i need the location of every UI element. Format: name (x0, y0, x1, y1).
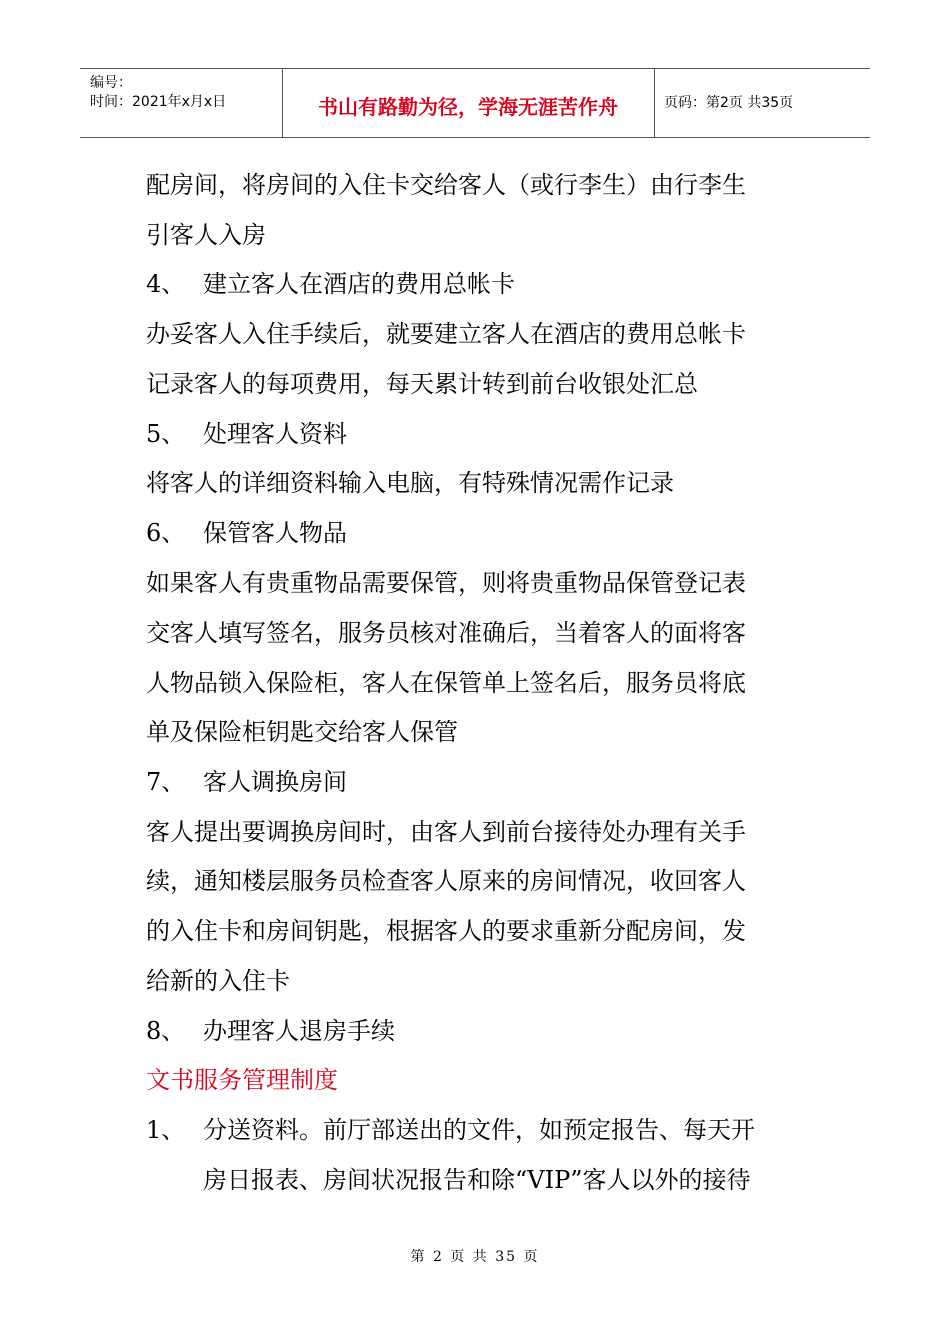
item-title: 保管客人物品 (203, 519, 347, 547)
paragraph-line: 如果客人有贵重物品需要保管，则将贵重物品保管登记表 (146, 569, 746, 597)
item-number: 6、 (146, 519, 186, 547)
item-number: 5、 (146, 420, 186, 448)
document-header (80, 68, 870, 138)
code-label: 编号： (90, 75, 132, 91)
item-number: 7、 (146, 768, 186, 796)
time-label: 时间：2021年x月x日 (90, 94, 227, 110)
paragraph-line: 配房间，将房间的入住卡交给客人（或行李生）由行李生 (146, 171, 746, 199)
item-title: 办理客人退房手续 (203, 1017, 395, 1045)
header-right-cell (654, 69, 870, 137)
paragraph-line: 记录客人的每项费用，每天累计转到前台收银处汇总 (146, 370, 698, 398)
paragraph-line: 的入住卡和房间钥匙，根据客人的要求重新分配房间，发 (146, 917, 746, 945)
paragraph-line: 引客人入房 (146, 221, 266, 249)
header-left-cell (80, 69, 283, 137)
section-item-8 (146, 1016, 395, 1046)
header-motto-cell (282, 69, 655, 137)
section-item-7 (146, 767, 347, 797)
paragraph-line: 房日报表、房间状况报告和除“VIP”客人以外的接待 (203, 1166, 751, 1194)
paragraph-line: 人物品锁入保险柜，客人在保管单上签名后，服务员将底 (146, 669, 746, 697)
item-title: 客人调换房间 (203, 768, 347, 796)
item-text: 分送资料。前厅部送出的文件，如预定报告、每天开 (203, 1116, 755, 1144)
paragraph-line: 单及保险柜钥匙交给客人保管 (146, 718, 458, 746)
item-title: 处理客人资料 (203, 420, 347, 448)
paragraph-line: 办妥客人入住手续后，就要建立客人在酒店的费用总帐卡 (146, 320, 746, 348)
paragraph-line: 交客人填写签名，服务员核对准确后，当着客人的面将客 (146, 619, 746, 647)
motto: 书山有路勤为径，学海无涯苦作舟 (318, 95, 618, 119)
item-number: 4、 (146, 270, 186, 298)
paragraph-line: 将客人的详细资料输入电脑，有特殊情况需作记录 (146, 469, 674, 497)
section-item-4 (146, 269, 515, 299)
page-reference: 页码：第2页 共35页 (664, 95, 794, 111)
numbered-item-1 (146, 1115, 755, 1145)
section-item-6 (146, 518, 347, 548)
item-number: 8、 (146, 1017, 186, 1045)
item-title: 建立客人在酒店的费用总帐卡 (203, 270, 515, 298)
item-number: 1、 (146, 1116, 186, 1144)
paragraph-line: 给新的入住卡 (146, 967, 290, 995)
page-footer: 第 2 页 共 35 页 (410, 1249, 540, 1265)
paragraph-line: 续，通知楼层服务员检查客人原来的房间情况，收回客人 (146, 867, 746, 895)
section-heading: 文书服务管理制度 (146, 1066, 338, 1094)
paragraph-line: 客人提出要调换房间时，由客人到前台接待处办理有关手 (146, 818, 746, 846)
section-item-5 (146, 419, 347, 449)
